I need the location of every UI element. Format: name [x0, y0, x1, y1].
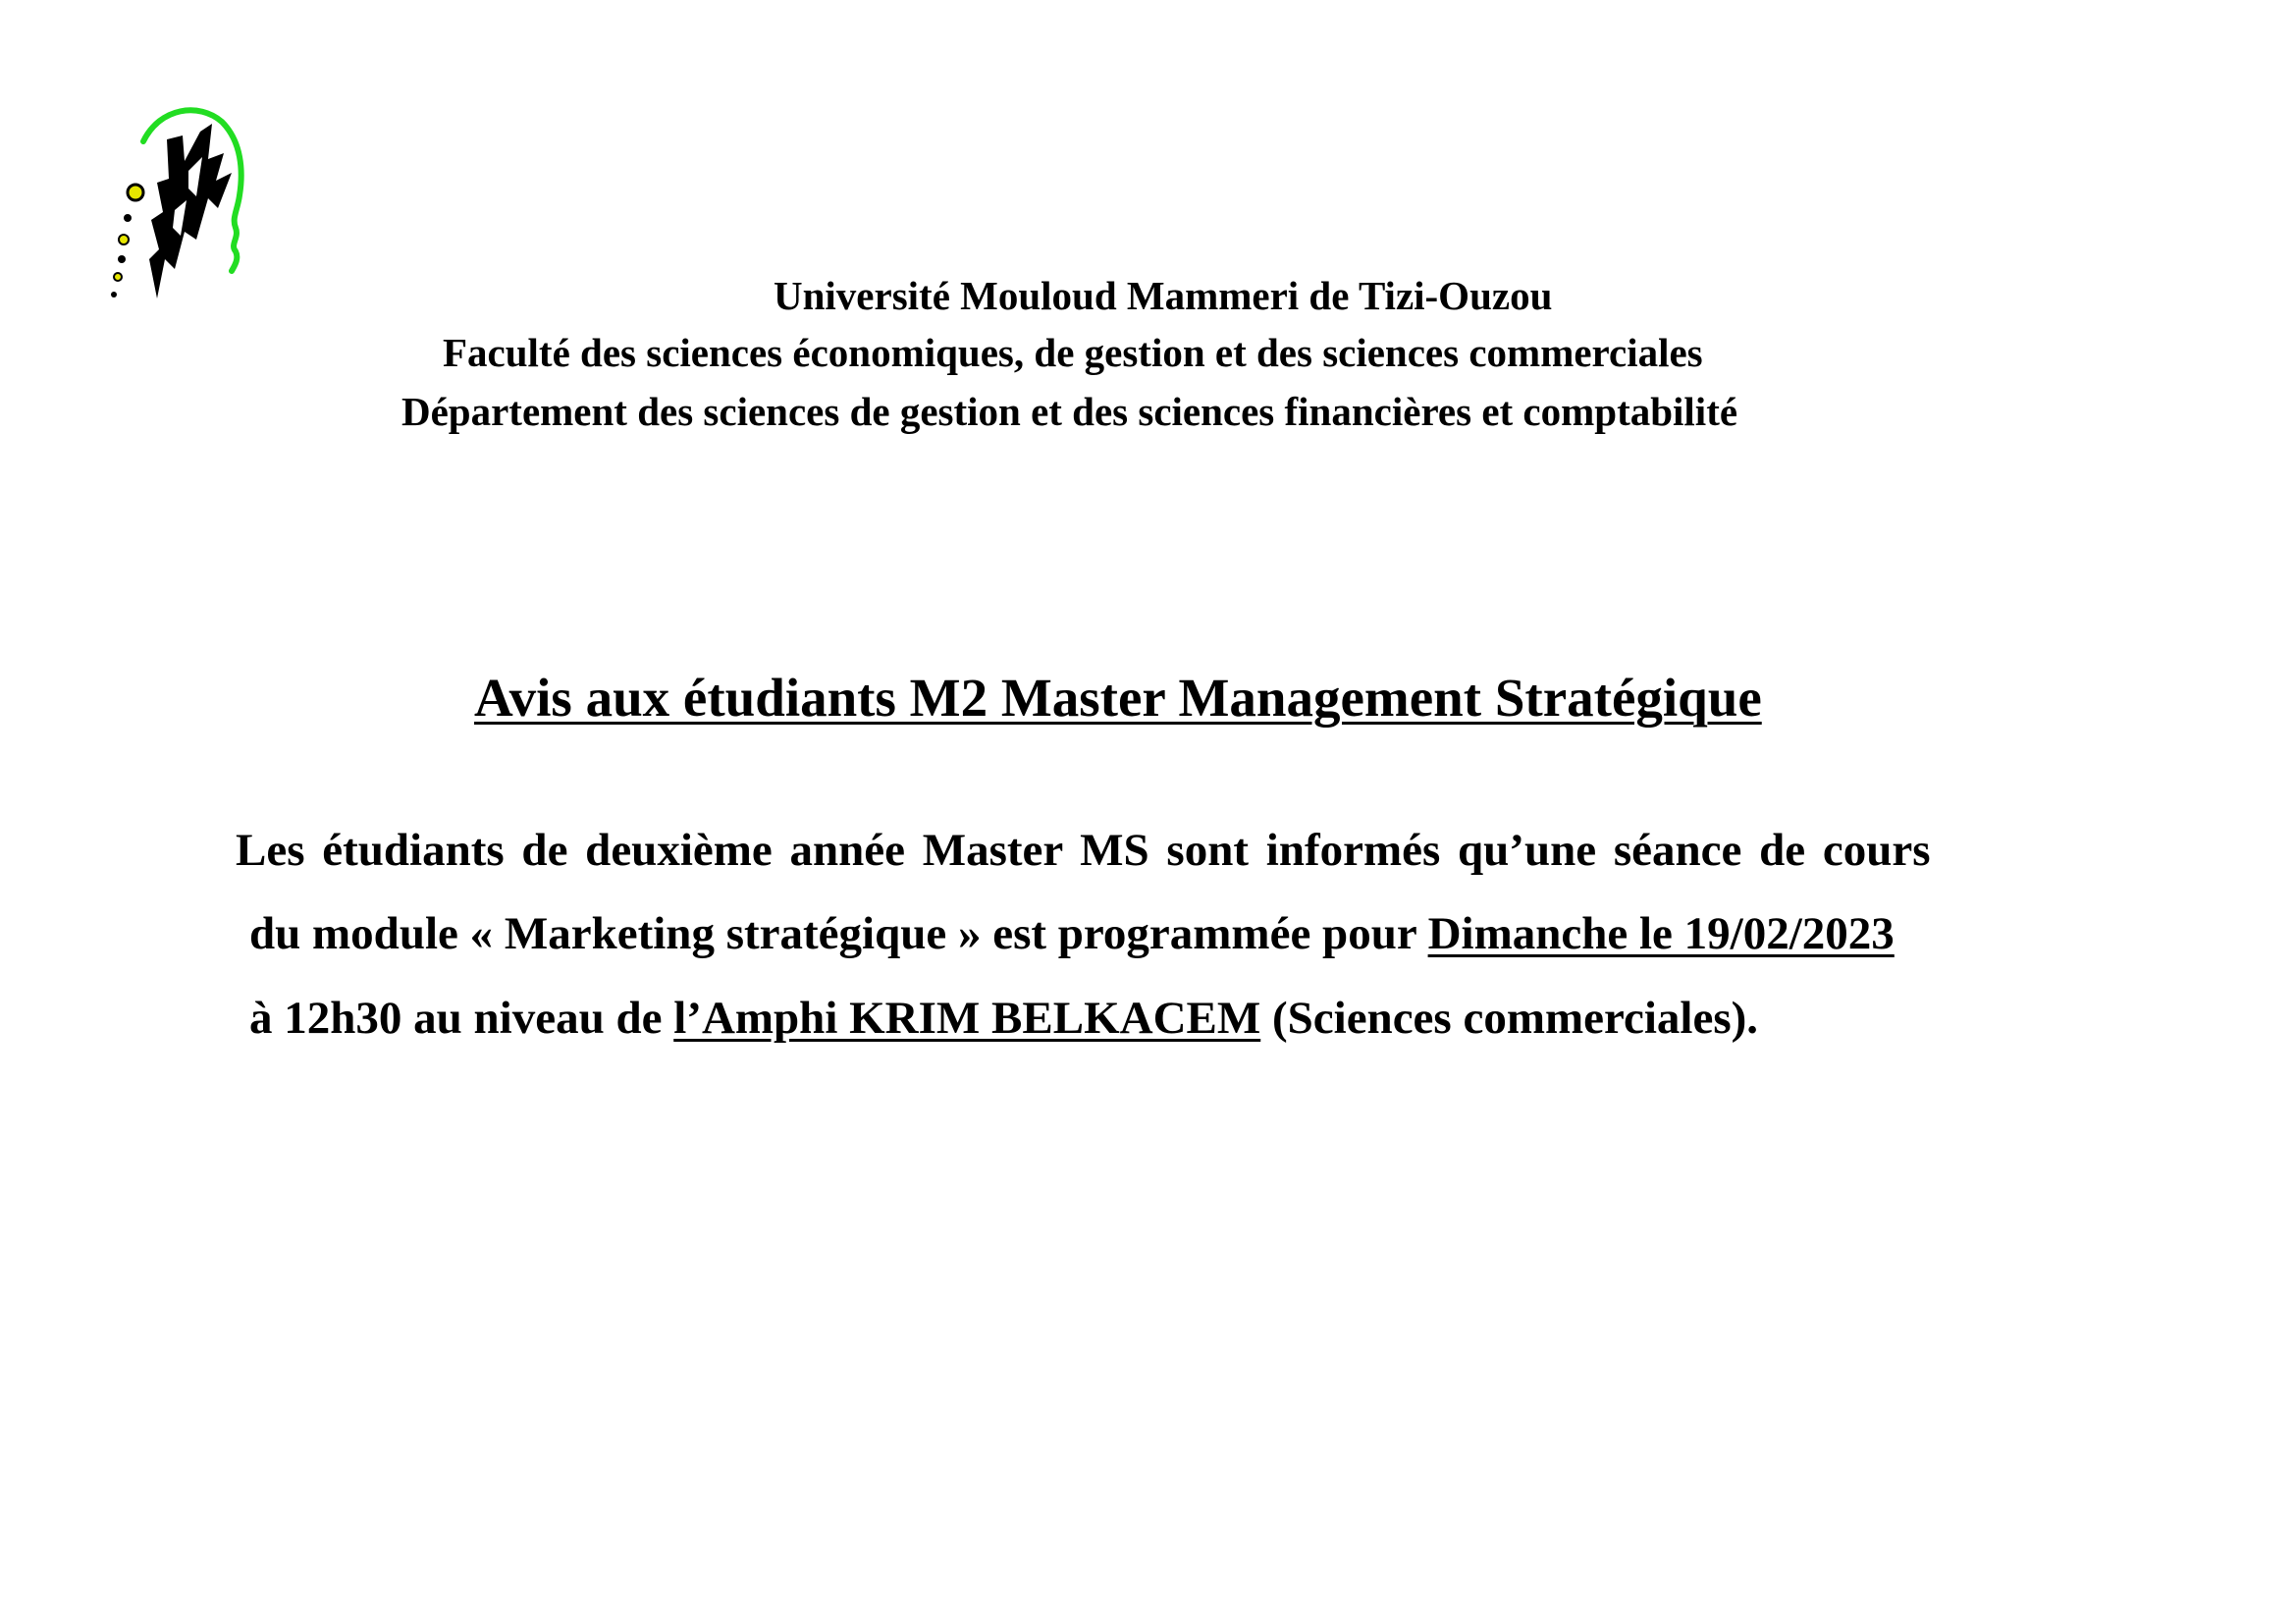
- department-name: Département des sciences de gestion et des sciences financières et comptabilité: [401, 389, 1738, 434]
- session-location-suffix: (Sciences commerciales).: [1260, 993, 1759, 1044]
- notice-body-line-1: Les étudiants de deuxième année Master MS sont informés qu’une séance de cours: [236, 825, 1931, 876]
- notice-body-line-2: [249, 908, 1895, 959]
- university-logo-icon: [106, 102, 263, 308]
- notice-title: Avis aux étudiants M2 Master Management Stratégique: [474, 668, 1762, 728]
- module-announcement-text: du module « Marketing stratégique » est programmée pour: [249, 908, 1428, 959]
- university-name: Université Mouloud Mammeri de Tizi-Ouzou: [774, 273, 1553, 318]
- session-date: Dimanche le 19/02/2023: [1427, 908, 1895, 959]
- faculty-name: Faculté des sciences économiques, de gestion et des sciences commerciales: [443, 330, 1703, 375]
- session-location: l’Amphi KRIM BELKACEM: [673, 993, 1261, 1044]
- session-time-text: à 12h30 au niveau de: [249, 993, 674, 1044]
- notice-body-line-3: [249, 993, 1759, 1044]
